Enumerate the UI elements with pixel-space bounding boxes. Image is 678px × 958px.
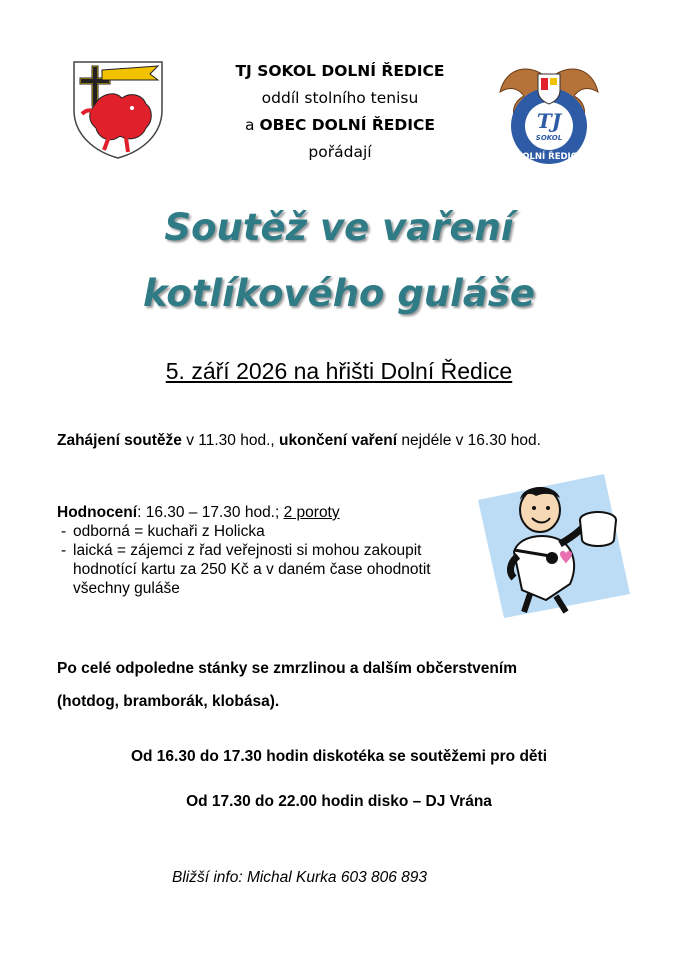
event-title-line2: kotlíkového guláše <box>143 272 535 315</box>
evaluation-section <box>57 504 497 598</box>
event-date: 5. září 2026 na hřišti Dolní Ředice <box>165 358 513 384</box>
sokol-logo-ring-text: DOLNÍ ŘEDICE <box>515 152 583 162</box>
evaluation-heading: Hodnocení: 16.30 – 17.30 hod.; 2 poroty <box>57 504 340 521</box>
organizer-section: oddíl stolního tenisu <box>261 89 419 107</box>
chef-clipart-icon <box>474 470 634 620</box>
jury-professional: - odborná = kuchaři z Holicka <box>57 522 497 541</box>
stands-line2: (hotdog, bramborák, klobása). <box>57 693 280 710</box>
organizer-verb: pořádají <box>308 143 372 161</box>
organizer-coorganizer: a OBEC DOLNÍ ŘEDICE <box>245 116 435 134</box>
sokol-logo-sokol: SOKOL <box>535 134 563 142</box>
village-coat-of-arms-icon <box>70 58 166 160</box>
sokol-logo-tj: TJ <box>536 109 562 133</box>
contact-info: Bližší info: Michal Kurka 603 806 893 <box>172 869 428 886</box>
sokol-logo-icon <box>496 56 602 168</box>
disco-kids: Od 16.30 do 17.30 hodin diskotéka se soutěžemi pro děti <box>130 748 548 765</box>
jury-public: - laická = zájemci z řad veřejnosti si mohou zakoupit hodnotící kartu za 250 Kč a v daném čase ohodnotit všechny guláše <box>57 541 497 598</box>
organizer-name: TJ SOKOL DOLNÍ ŘEDICE <box>235 62 445 80</box>
stands-line1: Po celé odpoledne stánky se zmrzlinou a dalším občerstvením <box>57 660 517 677</box>
disco-dj: Od 17.30 do 22.00 hodin disko – DJ Vrána <box>186 793 492 810</box>
start-end-times: Zahájení soutěže v 11.30 hod., ukončení vaření nejdéle v 16.30 hod. <box>57 432 541 449</box>
event-title-line1: Soutěž ve vaření <box>164 206 514 249</box>
